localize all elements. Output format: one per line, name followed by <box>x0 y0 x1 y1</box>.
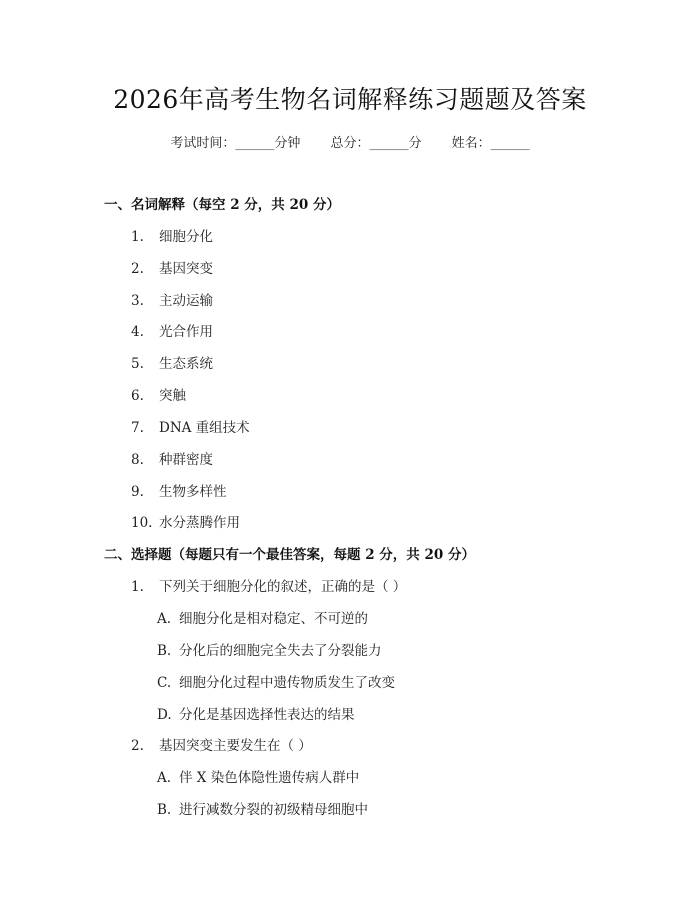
term-item <box>131 320 213 340</box>
question-number: 2. <box>131 738 144 754</box>
question-text: 基因突变主要发生在（ ） <box>159 738 312 754</box>
term-item <box>131 384 186 404</box>
option-label: B. <box>157 802 172 818</box>
exam-meta <box>0 132 700 151</box>
option-item <box>157 798 368 818</box>
term-item <box>131 289 213 309</box>
term-item <box>131 352 213 372</box>
term-number: 5. <box>131 356 144 372</box>
term-text: 种群密度 <box>159 452 213 468</box>
term-item <box>131 480 227 500</box>
option-label: C. <box>157 675 172 691</box>
total-score: 总分：______分 <box>330 136 422 151</box>
section-2-heading: 二、选择题（每题只有一个最佳答案，每题 2 分，共 20 分） <box>104 547 475 563</box>
exam-time: 考试时间：______分钟 <box>170 136 301 151</box>
option-text: 伴 X 染色体隐性遗传病人群中 <box>179 770 360 786</box>
option-label: A. <box>157 770 172 786</box>
term-number: 6. <box>131 388 144 404</box>
question-item <box>131 734 312 754</box>
term-number: 4. <box>131 324 144 340</box>
option-text: 细胞分化过程中遗传物质发生了改变 <box>179 675 395 691</box>
term-item <box>131 448 213 468</box>
term-text: 光合作用 <box>159 324 213 340</box>
option-text: 分化是基因选择性表达的结果 <box>179 707 355 723</box>
term-number: 7. <box>131 420 144 436</box>
option-label: A. <box>157 611 172 627</box>
question-number: 1. <box>131 579 144 595</box>
question-item <box>131 575 406 595</box>
term-item <box>131 225 213 245</box>
option-label: D. <box>157 707 172 723</box>
term-text: 生态系统 <box>159 356 213 372</box>
term-number: 3. <box>131 293 144 309</box>
term-number: 2. <box>131 261 144 277</box>
term-number: 9. <box>131 484 144 500</box>
option-item <box>157 766 359 786</box>
option-item <box>157 607 368 627</box>
term-text: 生物多样性 <box>159 484 227 500</box>
term-text: 主动运输 <box>159 293 213 309</box>
term-number: 1. <box>131 229 144 245</box>
term-text: 水分蒸腾作用 <box>159 515 240 531</box>
option-item <box>157 639 382 659</box>
option-text: 分化后的细胞完全失去了分裂能力 <box>179 643 382 659</box>
term-text: 细胞分化 <box>159 229 213 245</box>
exam-title: 2026年高考生物名词解释练习题题及答案 <box>113 85 587 114</box>
term-text: 突触 <box>159 388 186 404</box>
option-label: B. <box>157 643 172 659</box>
term-item <box>131 416 250 436</box>
option-item <box>157 703 355 723</box>
term-number: 10. <box>131 515 153 531</box>
term-item <box>131 257 213 277</box>
question-text: 下列关于细胞分化的叙述，正确的是（ ） <box>159 579 407 595</box>
student-name: 姓名：______ <box>451 136 530 151</box>
section-1-heading: 一、名词解释（每空 2 分，共 20 分） <box>104 197 340 213</box>
option-item <box>157 671 395 691</box>
term-text: 基因突变 <box>159 261 213 277</box>
term-number: 8. <box>131 452 144 468</box>
term-text: DNA 重组技术 <box>159 420 250 436</box>
term-item <box>131 511 240 531</box>
option-text: 细胞分化是相对稳定、不可逆的 <box>179 611 368 627</box>
option-text: 进行减数分裂的初级精母细胞中 <box>179 802 368 818</box>
